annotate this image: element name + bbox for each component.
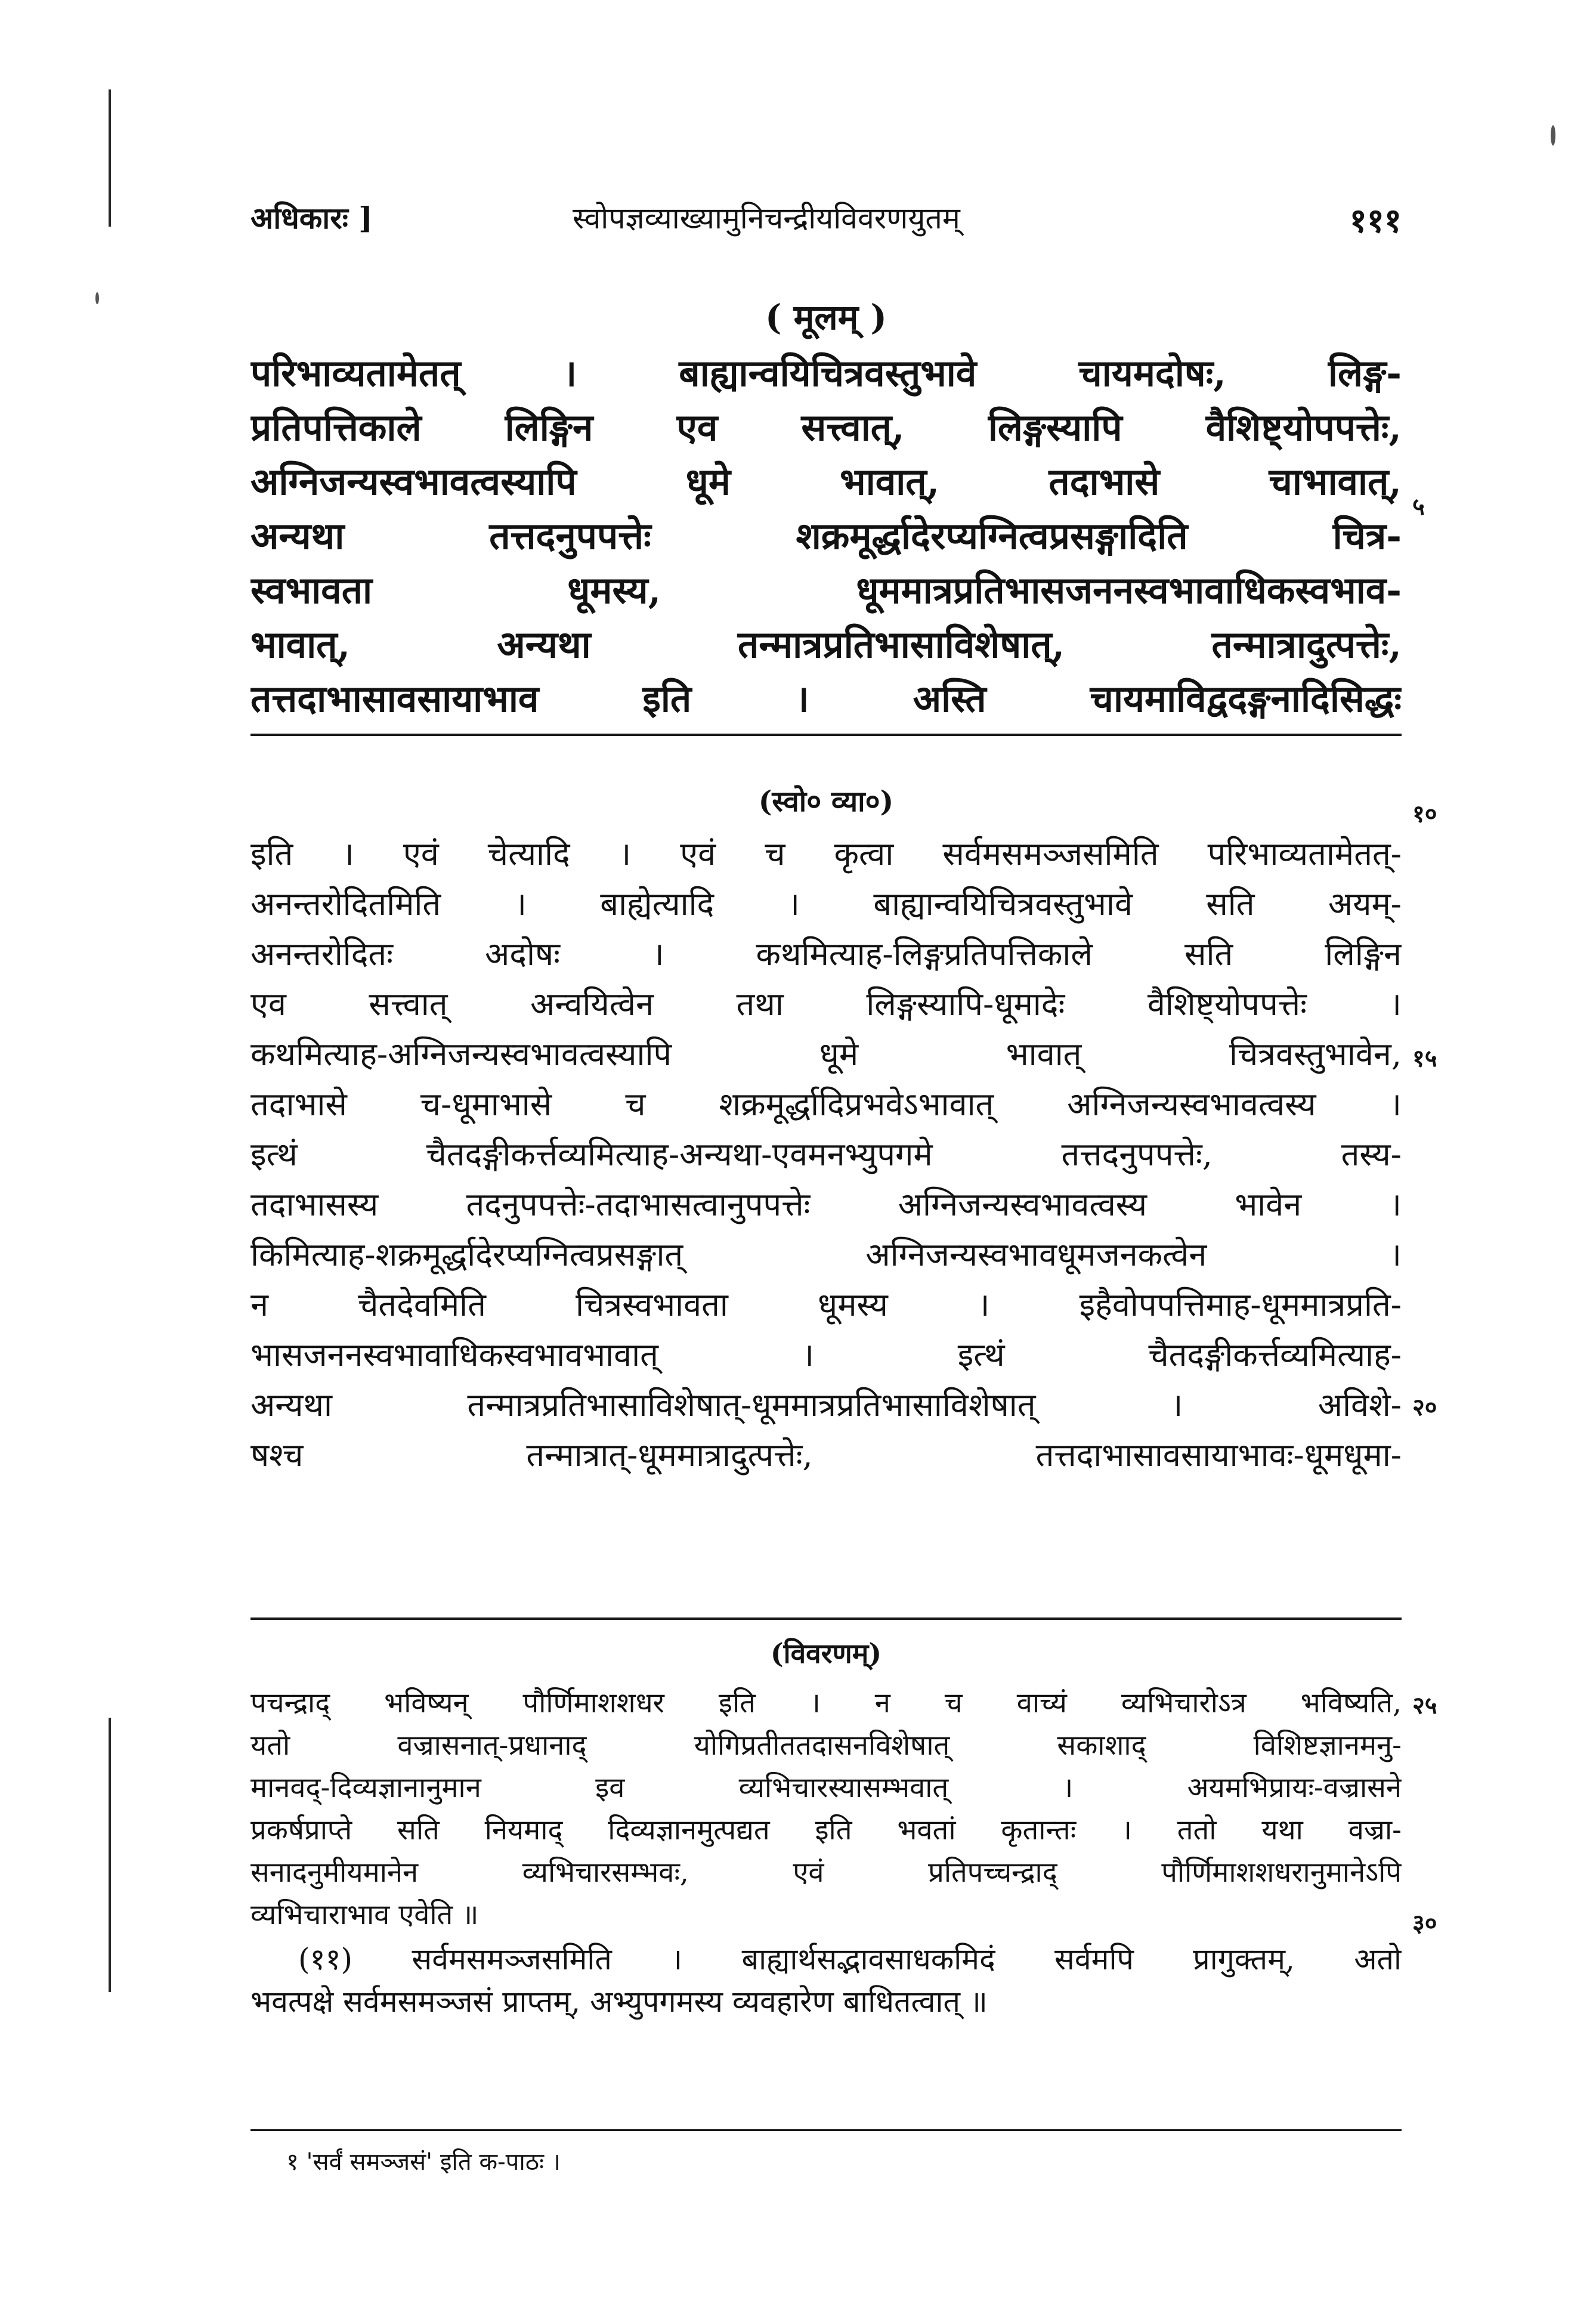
text-line: पचन्द्राद् भविष्यन् पौर्णिमाशशधर इति । न च वाच्यं व्यभिचारोऽत्र भविष्यति, — [250, 1687, 1402, 1719]
text-line: न चैतदेवमिति चित्रस्वभावता धूमस्य । इहैवोपपत्तिमाह-धूममात्रप्रति- — [250, 1286, 1402, 1323]
note-eleven — [250, 1938, 1402, 2023]
text-line: (११) सर्वमसमञ्जसमिति । बाह्यार्थसद्भावसाधकमिदं सर्वमपि प्रागुक्तम्, अतो — [298, 1942, 1402, 1977]
text-line: अन्यथा तन्मात्रप्रतिभासाविशेषात्-धूममात्रप्रतिभासाविशेषात् । अविशे- — [250, 1386, 1402, 1424]
text-line: तत्तदाभासावसायाभाव इति । अस्ति चायमाविद्वदङ्गनादिसिद्धः — [250, 677, 1402, 720]
line-number: २० — [1412, 1393, 1437, 1421]
line-number: १५ — [1412, 1044, 1437, 1072]
footnote: १ 'सर्वं समञ्जसं' इति क-पाठः । — [286, 2148, 561, 2176]
svopajna-commentary — [250, 829, 1402, 1480]
text-line: एव सत्त्वात् अन्वयित्वेन तथा लिङ्गस्यापि-धूमादेः वैशिष्ट्योपपत्तेः । — [250, 985, 1402, 1023]
binding-edge-line — [109, 89, 111, 227]
chapter-marker: अधिकारः ] — [250, 200, 373, 236]
text-line: किमित्याह-शक्रमूर्द्धादेरप्यग्नित्वप्रसङ्गात् अग्निजन्यस्वभावधूमजनकत्वेन । — [250, 1236, 1402, 1273]
text-line: व्यभिचाराभाव एवेति ॥ — [250, 1898, 479, 1931]
text-line: षश्च तन्मात्रात्-धूममात्रादुत्पत्तेः, तत्तदाभासावसायाभावः-धूमधूमा- — [250, 1436, 1402, 1474]
text-line: अन्यथा तत्तदनुपपत्तेः शक्रमूर्द्धादेरप्यग्नित्वप्रसङ्गादिति चित्र- — [250, 514, 1402, 558]
text-line: तदाभासस्य तदनुपपत्तेः-तदाभासत्वानुपपत्तेः अग्निजन्यस्वभावत्वस्य भावेन । — [250, 1186, 1402, 1223]
text-line: तदाभासे च-धूमाभासे च शक्रमूर्द्धादिप्रभवेऽभावात् अग्निजन्यस्वभावत्वस्य । — [250, 1085, 1402, 1123]
text-line: अग्निजन्यस्वभावत्वस्यापि धूमे भावात्, तदाभासे चाभावात्, — [250, 460, 1402, 503]
text-line: स्वभावता धूमस्य, धूममात्रप्रतिभासजननस्वभावाधिकस्वभाव- — [250, 568, 1402, 612]
text-line: प्रकर्षप्राप्ते सति नियमाद् दिव्यज्ञानमुत्पद्यत इति भवतां कृतान्तः । ततो यथा वज्रा- — [250, 1814, 1402, 1847]
section-divider — [250, 734, 1402, 736]
text-line: भासजननस्वभावाधिकस्वभावभावात् । इत्थं चैतदङ्गीकर्त्तव्यमित्याह- — [250, 1336, 1402, 1374]
mulam-heading: ( मूलम् ) — [765, 297, 887, 338]
text-line: अनन्तरोदितमिति । बाह्येत्यादि । बाह्यान्वयिचित्रवस्तुभावे सति अयम्- — [250, 885, 1402, 923]
section-divider — [250, 1617, 1402, 1620]
binding-edge-line — [109, 1718, 111, 1992]
text-line: प्रतिपत्तिकाले लिङ्गिन एव सत्त्वात्, लिङ्गस्यापि वैशिष्ट्योपपत्तेः, — [250, 406, 1402, 449]
book-title: स्वोपज्ञव्याख्यामुनिचन्द्रीयविवरणयुतम् — [573, 201, 960, 236]
vivaranam-commentary — [250, 1682, 1402, 1936]
mulam-text — [250, 346, 1402, 726]
text-line: कथमित्याह-अग्निजन्यस्वभावत्वस्यापि धूमे भावात् चित्रवस्तुभावेन, — [250, 1035, 1402, 1073]
page-number: १११ — [1349, 201, 1402, 240]
footnote-divider — [250, 2129, 1402, 2131]
text-line: इत्थं चैतदङ्गीकर्त्तव्यमित्याह-अन्यथा-एवमनभ्युपगमे तत्तदनुपपत्तेः, तस्य- — [250, 1136, 1402, 1173]
text-line: मानवद्-दिव्यज्ञानानुमान इव व्यभिचारस्यासम्भवात् । अयमभिप्रायः-वज्रासने — [250, 1771, 1402, 1804]
text-line: परिभाव्यतामेतत् । बाह्यान्वयिचित्रवस्तुभावे चायमदोषः, लिङ्ग- — [250, 351, 1402, 395]
scan-speck — [95, 292, 99, 304]
line-number: ३० — [1412, 1909, 1437, 1937]
running-header — [250, 197, 1402, 250]
line-number: ५ — [1412, 493, 1425, 521]
scan-speck — [1551, 125, 1555, 146]
svopajna-heading: (स्वो० व्या०) — [758, 785, 894, 818]
vivaranam-heading: (विवरणम्) — [770, 1637, 882, 1669]
text-line: अनन्तरोदितः अदोषः । कथमित्याह-लिङ्गप्रतिपत्तिकाले सति लिङ्गिन — [250, 935, 1402, 973]
text-line: भवत्पक्षे सर्वमसमञ्जसं प्राप्तम्, अभ्युपगमस्य व्यवहारेण बाधितत्वात् ॥ — [250, 1984, 988, 2019]
line-number: १० — [1412, 800, 1437, 828]
text-line: भावात्, अन्यथा तन्मात्रप्रतिभासाविशेषात्, तन्मात्रादुत्पत्तेः, — [250, 623, 1402, 666]
text-line: यतो वज्रासनात्-प्रधानाद् योगिप्रतीततदासनविशेषात् सकाशाद् विशिष्टज्ञानमनु- — [250, 1729, 1402, 1762]
line-number: २५ — [1412, 1691, 1437, 1719]
text-line: इति । एवं चेत्यादि । एवं च कृत्वा सर्वमसमञ्जसमिति परिभाव्यतामेतत्- — [250, 835, 1402, 873]
text-line: सनादनुमीयमानेन व्यभिचारसम्भवः, एवं प्रतिपच्चन्द्राद् पौर्णिमाशशधरानुमानेऽपि — [250, 1856, 1402, 1889]
